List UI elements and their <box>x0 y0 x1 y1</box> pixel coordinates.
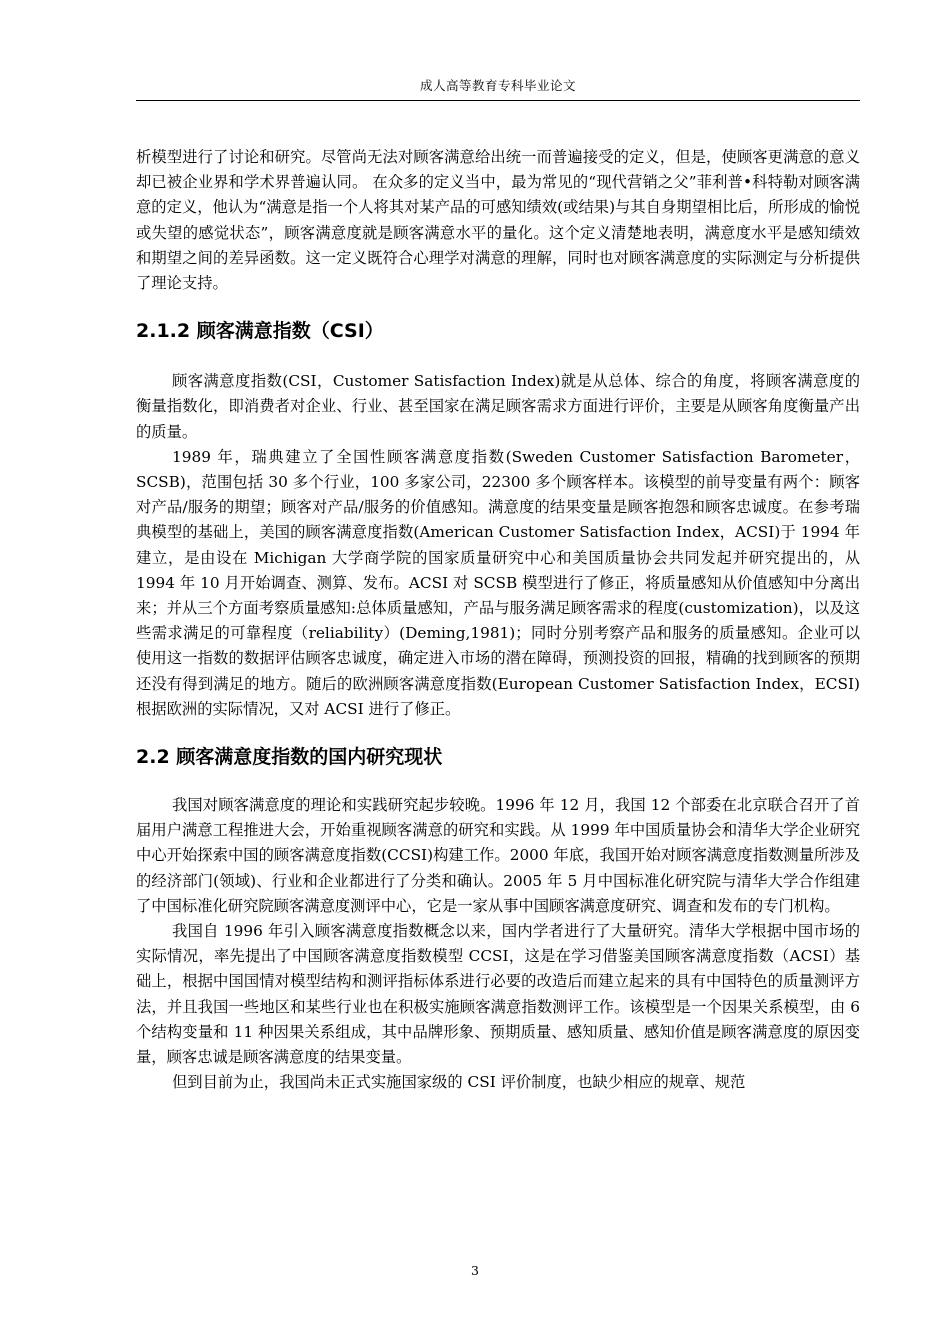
body-content <box>136 145 860 1096</box>
paragraph-csi-definition: 顾客满意度指数(CSI，Customer Satisfaction Index)就是从总体、综合的角度，将顾客满意度的衡量指数化，即消费者对企业、行业、甚至国家在满足顾客需求方面进行评价，主要是从顾客角度衡量产出的质量。 <box>136 372 860 441</box>
page-number: 3 <box>471 1263 479 1278</box>
paragraph-definition-continued: 析模型进行了讨论和研究。尽管尚无法对顾客满意给出统一而普遍接受的定义，但是，使顾客更满意的意义却已被企业界和学术界普遍认同。 在众多的定义当中，最为常见的“现代营销之父”菲利普•科特勒对顾客满意的定义，他认为“满意是指一个人将其对某产品的可感知绩效(或结果)与其自身期望相比后，所形成的愉悦或失望的感觉状态”，顾客满意度就是顾客满意水平的量化。这个定义清楚地表明，满意度水平是感知绩效和期望之间的差异函数。这一定义既符合心理学对满意的理解，同时也对顾客满意度的实际测定与分析提供了理论支持。 <box>136 148 860 293</box>
paragraph-ccsi-model: 我国自 1996 年引入顾客满意度指数概念以来，国内学者进行了大量研究。清华大学根据中国市场的实际情况，率先提出了中国顾客满意度指数模型 CCSI，这是在学习借鉴美国顾客满意度指数（ACSI）基础上，根据中国国情对模型结构和测评指标体系进行必要的改造后而建立起来的具有中国特色的质量测评方法，并且我国一些地区和某些行业也在积极实施顾客满意指数测评工作。该模型是一个因果关系模型，由 6 个结构变量和 11 种因果关系组成，其中品牌形象、预期质量、感知质量、感知价值是顾客满意度的原因变量，顾客忠诚是顾客满意度的结果变量。 <box>136 922 860 1067</box>
running-header: 成人高等教育专科毕业论文 <box>136 78 860 101</box>
section-heading-2-2: 2.2 顾客满意度指数的国内研究现状 <box>136 746 443 769</box>
paragraph-domestic-research: 我国对顾客满意度的理论和实践研究起步较晚。1996 年 12 月，我国 12 个部委在北京联合召开了首届用户满意工程推进大会，开始重视顾客满意的研究和实践。从 1999 年中国质量协会和清华大学企业研究中心开始探索中国的顾客满意度指数(CCSI)构建工作。2000 年底，我国开始对顾客满意度指数测量所涉及的经济部门(领域)、行业和企业都进行了分类和确认。2005 年 5 月中国标准化研究院与清华大学合作组建了中国标准化研究院顾客满意度测评中心，它是一家从事中国顾客满意度研究、调查和发布的专门机构。 <box>136 796 860 915</box>
paragraph-csi-history: 1989 年，瑞典建立了全国性顾客满意度指数(Sweden Customer Satisfaction Barometer，SCSB)，范围包括 30 多个行业，100 多家公司，22300 多个顾客样本。该模型的前导变量有两个：顾客对产品/服务的期望；顾客对产品/服务的价值感知。满意度的结果变量是顾客抱怨和顾客忠诚度。在参考瑞典模型的基础上，美国的顾客满意度指数(American Customer Satisfaction Index，ACSI)于 1994 年建立，是由设在 Michigan 大学商学院的国家质量研究中心和美国质量协会共同发起并研究提出的，从 1994 年 10 月开始调查、测算、发布。ACSI 对 SCSB 模型进行了修正，将质量感知从价值感知中分离出来；并从三个方面考察质量感知:总体质量感知，产品与服务满足顾客需求的程度(customization)，以及这些需求满足的可靠程度（reliability）(Deming,1981)；同时分别考察产品和服务的质量感知。企业可以使用这一指数的数据评估顾客忠诚度，确定进入市场的潜在障碍，预测投资的回报，精确的找到顾客的预期还没有得到满足的地方。随后的欧洲顾客满意度指数(European Customer Satisfaction Index，ECSI)根据欧洲的实际情况，又对 ACSI 进行了修正。 <box>136 447 860 718</box>
section-heading-2-1-2: 2.1.2 顾客满意指数（CSI） <box>136 320 384 343</box>
paragraph-current-status: 但到目前为止，我国尚未正式实施国家级的 CSI 评价制度，也缺少相应的规章、规范 <box>172 1073 746 1092</box>
